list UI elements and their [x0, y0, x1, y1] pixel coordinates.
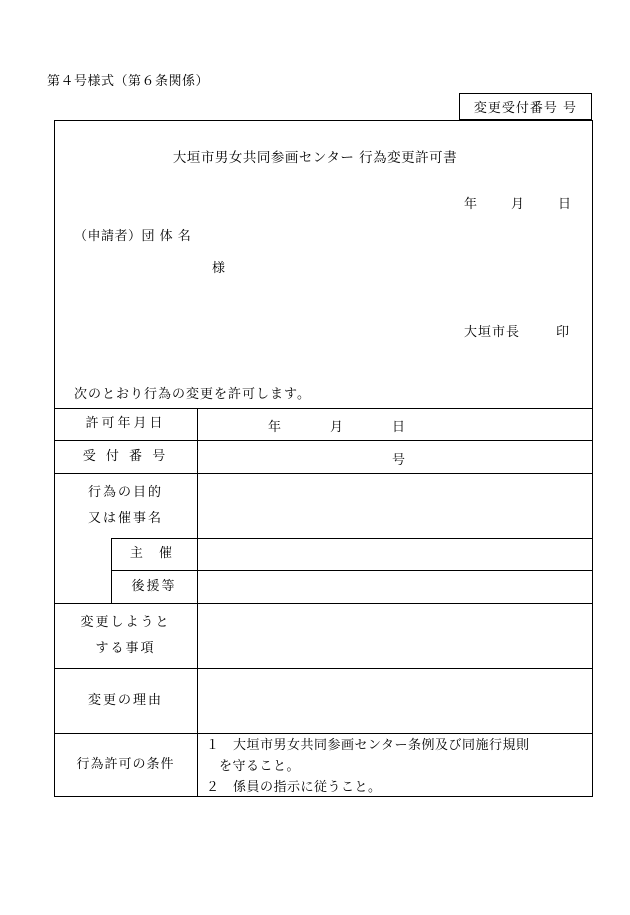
purpose-label-line1: 行為の目的 [87, 485, 163, 500]
change-items-label-line1: 変更しようと [80, 614, 171, 630]
organizer-label: 主 催 [129, 546, 179, 561]
purpose-label-line2: 又は催事名 [87, 511, 163, 526]
receipt-number-box: 変更受付番号 号 [459, 93, 592, 120]
receipt-no-label: 受 付 番 号 [82, 448, 169, 464]
form-number: 第４号様式（第６条関係） [47, 74, 210, 89]
header-date-day: 日 [558, 197, 572, 212]
issuer: 大垣市長 [464, 325, 521, 340]
permit-date-label: 許可年月日 [85, 416, 166, 431]
permit-date-day: 日 [392, 420, 406, 435]
table-line [54, 473, 593, 474]
change-items-label-line2: する事項 [95, 640, 156, 656]
applicant-label: （申請者）団 体 名 [74, 229, 192, 244]
table-line [197, 408, 198, 797]
purpose-label [54, 478, 197, 534]
change-items-label [54, 603, 197, 668]
conditions-text [206, 735, 590, 798]
permit-statement: 次のとおり行為の変更を許可します。 [74, 387, 311, 402]
document-title: 大垣市男女共同参画センター 行為変更許可書 [172, 150, 458, 166]
permit-date-month: 月 [330, 420, 344, 435]
condition-line-2: を守ること。 [219, 759, 301, 774]
condition-line-1: １ 大垣市男女共同参画センター条例及び同施行規則 [206, 738, 530, 753]
receipt-no-suffix: 号 [392, 453, 406, 468]
seal-mark: 印 [556, 325, 570, 340]
permit-date-year: 年 [268, 420, 282, 435]
supporter-label: 後援等 [131, 578, 177, 594]
header-date-month: 月 [511, 197, 525, 212]
change-reason-label: 変更の理由 [87, 692, 163, 708]
honorific: 様 [212, 261, 226, 276]
condition-line-3: ２ 係員の指示に従うこと。 [206, 780, 382, 795]
conditions-label: 行為許可の条件 [76, 757, 175, 772]
header-date-year: 年 [464, 197, 478, 212]
